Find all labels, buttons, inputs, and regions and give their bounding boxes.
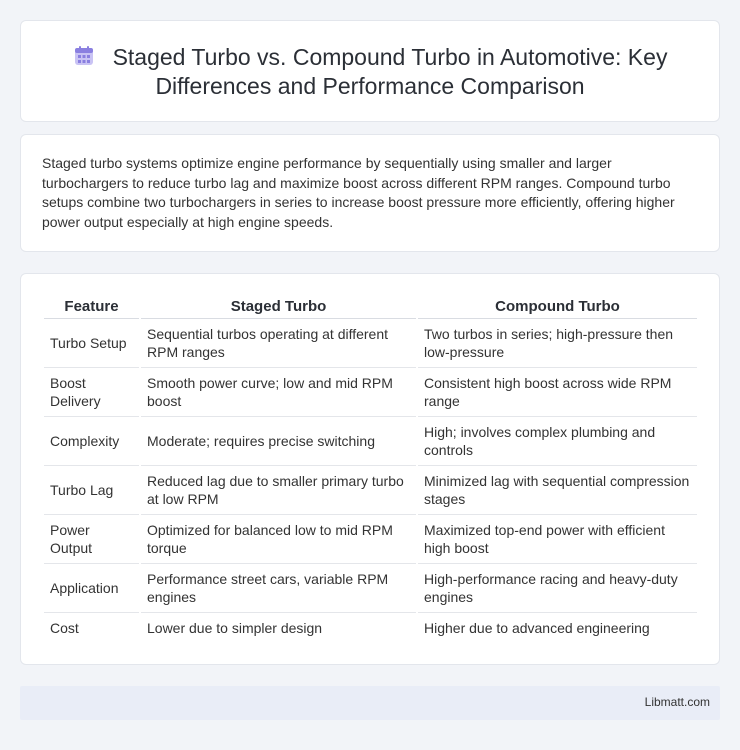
row-compound: High-performance racing and heavy-duty engines <box>418 564 697 613</box>
row-feature: Complexity <box>44 417 139 466</box>
footer <box>20 686 720 720</box>
row-compound: Minimized lag with sequential compression stages <box>418 466 697 515</box>
intro-text: Staged turbo systems optimize engine performance by sequentially using smaller and larger turbochargers to reduce turbo lag and maximize boost across different RPM ranges. Compound turbo setups combine two turbochargers in series to increase boost pressure more efficiently, offering higher power output especially at high engine speeds. <box>42 155 675 230</box>
row-staged: Lower due to simpler design <box>147 620 323 636</box>
row-feature: Application <box>44 564 139 613</box>
table-row <box>44 368 697 417</box>
row-staged: Moderate; requires precise switching <box>141 417 416 466</box>
calendar-icon <box>73 45 95 67</box>
table-row <box>44 466 697 515</box>
row-compound: Consistent high boost across wide RPM range <box>418 368 697 417</box>
comparison-card <box>20 273 720 665</box>
row-staged: Sequential turbos operating at different RPM ranges <box>141 319 416 368</box>
row-compound: Two turbos in series; high-pressure then low-pressure <box>418 319 697 368</box>
table-row <box>44 515 697 564</box>
row-feature: Boost Delivery <box>44 368 139 417</box>
row-feature: Turbo Setup <box>44 319 139 368</box>
intro-card <box>20 134 720 252</box>
table-row <box>44 319 697 368</box>
table-row <box>44 613 697 643</box>
title-wrap <box>21 43 719 101</box>
row-staged: Optimized for balanced low to mid RPM torque <box>141 515 416 564</box>
header-feature: Feature <box>44 294 139 319</box>
row-feature: Power Output <box>44 515 139 564</box>
row-compound: Higher due to advanced engineering <box>424 620 650 636</box>
header-compound-turbo: Compound Turbo <box>418 294 697 319</box>
table-header-row <box>44 294 697 319</box>
footer-site-link[interactable]: Libmatt.com <box>644 695 710 709</box>
row-compound: High; involves complex plumbing and controls <box>418 417 697 466</box>
row-feature: Cost <box>50 620 79 636</box>
comparison-table <box>42 294 699 643</box>
title-card <box>20 20 720 122</box>
row-staged: Performance street cars, variable RPM engines <box>141 564 416 613</box>
table-row <box>44 417 697 466</box>
row-staged: Smooth power curve; low and mid RPM boost <box>141 368 416 417</box>
table-row <box>44 564 697 613</box>
row-feature: Turbo Lag <box>44 466 139 515</box>
row-compound: Maximized top-end power with efficient high boost <box>418 515 697 564</box>
row-staged: Reduced lag due to smaller primary turbo at low RPM <box>141 466 416 515</box>
header-staged-turbo: Staged Turbo <box>141 294 416 319</box>
page-title <box>73 44 668 99</box>
page-title-text: Staged Turbo vs. Compound Turbo in Automotive: Key Differences and Performance Comparison <box>112 44 668 99</box>
